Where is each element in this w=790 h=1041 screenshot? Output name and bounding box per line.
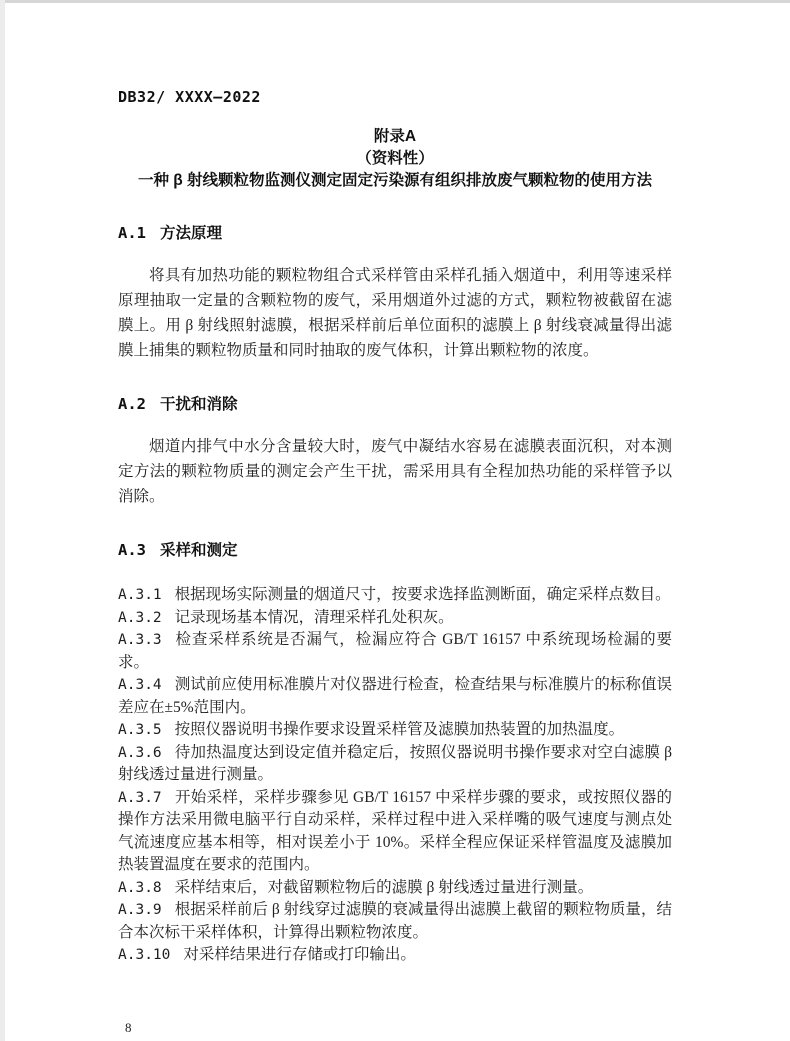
clause-a3-10-number: A.3.10	[118, 947, 171, 963]
clause-a3-7-number: A.3.7	[118, 789, 162, 806]
page-number: 8	[125, 1020, 132, 1035]
clause-a3-4-text: 测试前应使用标准膜片对仪器进行检查，检查结果与标准膜片的标称值误差应在±5%范围内。	[118, 676, 672, 716]
clause-a3-5-text: 按照仪器说明书操作要求设置采样管及滤膜加热装置的加热温度。	[174, 721, 625, 738]
clause-a3-6-text: 待加热温度达到设定值并稳定后，按照仪器说明书操作要求对空白滤膜 β 射线透过量进行测量。	[118, 743, 672, 783]
clause-a3-2-text: 记录现场基本情况，清理采样孔处积灰。	[174, 608, 454, 626]
section-a1-title: 方法原理	[160, 225, 223, 242]
section-a3-heading	[118, 539, 672, 562]
appendix-title: 一种 β 射线颗粒物监测仪测定固定污染源有组织排放废气颗粒物的使用方法	[137, 172, 653, 189]
clause-a3-1-number: A.3.1	[118, 587, 162, 603]
section-a2-heading	[118, 393, 672, 416]
clause-a3-6-number: A.3.6	[118, 744, 162, 761]
section-a1-paragraph: 将具有加热功能的颗粒物组合式采样管由采样孔插入烟道中，利用等速采样原理抽取一定量的含颗粒物的废气，采用烟道外过滤的方式，颗粒物被截留在滤膜上。用 β 射线照射滤膜，根据采样前后单位面积的滤膜上 β 射线衰减量得出滤膜上捕集的颗粒物质量和同时抽取的废气体积，计算出颗粒物的浓度。	[118, 267, 672, 359]
section-a3-number: A.3	[118, 541, 146, 559]
clause-a3-5-number: A.3.5	[118, 722, 162, 738]
clause-a3-3-number: A.3.3	[118, 632, 162, 648]
section-a1-heading	[118, 222, 672, 245]
clause-a3-6	[118, 742, 672, 787]
clause-a3-1-text: 根据现场实际测量的烟道尺寸，按要求选择监测断面，确定采样点数目。	[174, 586, 671, 603]
clause-a3-10-text: 对采样结果进行存储或打印输出。	[183, 946, 416, 963]
section-a3	[118, 539, 672, 967]
page-content	[118, 88, 672, 967]
clause-a3-3-text: 检查采样系统是否漏气，检漏应符合 GB/T 16157 中系统现场检漏的要求。	[118, 631, 672, 671]
section-a3-title: 采样和测定	[160, 542, 238, 559]
clause-a3-9-number: A.3.9	[118, 902, 162, 918]
clause-a3-7	[118, 787, 672, 877]
clause-a3-10	[118, 944, 672, 967]
standard-code-header: DB32/ XXXX—2022	[118, 88, 261, 106]
clause-a3-8-number: A.3.8	[118, 879, 162, 896]
clause-a3-5	[118, 719, 672, 742]
section-a2	[118, 393, 672, 509]
clause-a3-2	[118, 607, 672, 630]
clause-a3-9	[118, 899, 672, 944]
appendix-classification: （资料性）	[356, 150, 434, 167]
section-a1-number: A.1	[118, 224, 146, 242]
clause-a3-2-number: A.3.2	[118, 609, 162, 626]
section-a2-number: A.2	[118, 395, 146, 413]
clause-a3-7-text: 开始采样，采样步骤参见 GB/T 16157 中采样步骤的要求，或按照仪器的操作方法采用微电脑平行自动采样，采样过程中进入采样嘴的吸气速度与测点处气流速度应基本相等，相对误差小于 10%。采样全程应保证采样管温度及滤膜加热装置温度在要求的范围内。	[118, 788, 672, 873]
clause-list	[118, 584, 672, 967]
appendix-label: 附录A	[373, 128, 417, 145]
scan-edge-left	[0, 0, 5, 1041]
clause-a3-9-text: 根据采样前后 β 射线穿过滤膜的衰减量得出滤膜上截留的颗粒物质量，结合本次标干采样体积，计算得出颗粒物浓度。	[118, 901, 672, 941]
appendix-title-block	[118, 126, 672, 192]
clause-a3-4	[118, 674, 672, 719]
clause-a3-4-number: A.3.4	[118, 677, 162, 693]
clause-a3-3	[118, 629, 672, 674]
clause-a3-1	[118, 584, 672, 607]
scan-edge-top	[0, 0, 790, 3]
section-a2-paragraph: 烟道内排气中水分含量较大时，废气中凝结水容易在滤膜表面沉积，对本测定方法的颗粒物质量的测定会产生干扰，需采用具有全程加热功能的采样管予以消除。	[118, 438, 672, 505]
clause-a3-8-text: 采样结束后，对截留颗粒物后的滤膜 β 射线透过量进行测量。	[174, 878, 594, 896]
clause-a3-8	[118, 877, 672, 900]
section-a1	[118, 222, 672, 363]
section-a2-title: 干扰和消除	[160, 396, 238, 413]
